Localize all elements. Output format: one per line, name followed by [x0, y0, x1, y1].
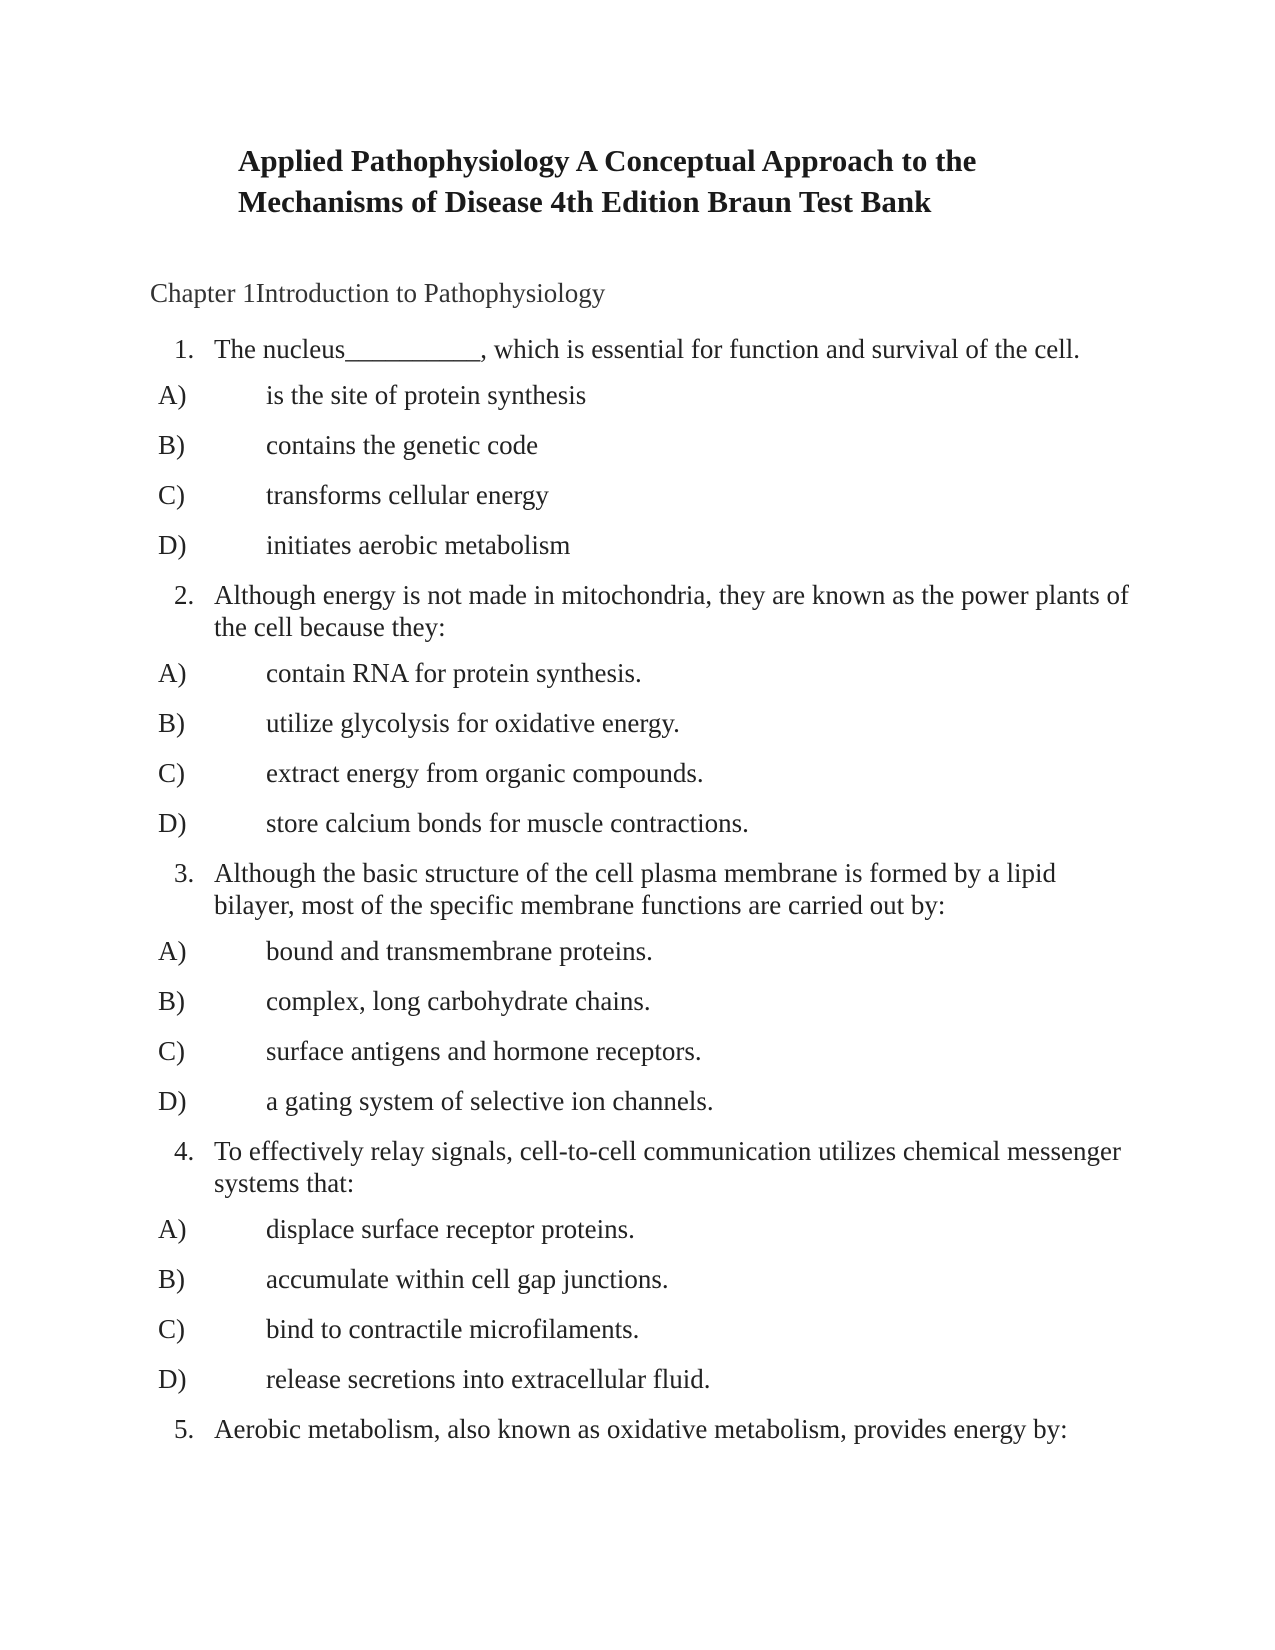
option-letter: A) — [158, 380, 187, 410]
answer-option — [0, 1213, 1275, 1263]
option-text: accumulate within cell gap junctions. — [266, 1264, 669, 1294]
option-letter: A) — [158, 936, 187, 966]
option-letter: C) — [158, 480, 185, 510]
option-letter: B) — [158, 708, 185, 738]
option-text: surface antigens and hormone receptors. — [266, 1036, 702, 1066]
option-text: is the site of protein synthesis — [266, 380, 587, 410]
question-number: 5. — [174, 1414, 195, 1444]
option-letter: A) — [158, 1214, 187, 1244]
option-letter: A) — [158, 658, 187, 688]
answer-option — [0, 1263, 1275, 1313]
question-number: 4. — [174, 1136, 195, 1166]
option-text: utilize glycolysis for oxidative energy. — [266, 708, 680, 738]
option-letter: C) — [158, 758, 185, 788]
answer-option — [0, 1035, 1275, 1085]
title-line-1: Applied Pathophysiology A Conceptual Approach to the — [238, 143, 977, 178]
answer-option — [0, 1363, 1275, 1413]
answer-option — [0, 1085, 1275, 1135]
option-text: a gating system of selective ion channels. — [266, 1086, 714, 1116]
answer-option — [0, 529, 1275, 579]
option-text: bound and transmembrane proteins. — [266, 936, 653, 966]
answer-option — [0, 807, 1275, 857]
option-letter: B) — [158, 1264, 185, 1294]
option-letter: D) — [158, 1086, 187, 1116]
answer-option — [0, 707, 1275, 757]
option-letter: C) — [158, 1314, 185, 1344]
option-text: transforms cellular energy — [266, 480, 549, 510]
question-text: The nucleus__________, which is essential for function and survival of the cell. — [214, 334, 1081, 364]
answer-option — [0, 757, 1275, 807]
question-text: To effectively relay signals, cell-to-cell communication utilizes chemical messenger systems that: — [214, 1136, 1122, 1198]
option-text: extract energy from organic compounds. — [266, 758, 704, 788]
document-title — [238, 140, 1138, 222]
option-text: contains the genetic code — [266, 430, 539, 460]
answer-option — [0, 1313, 1275, 1363]
question-list — [0, 333, 1275, 1459]
question-text: Although energy is not made in mitochondria, they are known as the power plants of the cell because they: — [214, 580, 1130, 642]
option-letter: D) — [158, 1364, 187, 1394]
question — [174, 579, 1134, 643]
title-line-2: Mechanisms of Disease 4th Edition Braun Test Bank — [238, 184, 932, 219]
question — [174, 333, 1134, 365]
answer-option — [0, 985, 1275, 1035]
option-text: release secretions into extracellular fluid. — [266, 1364, 711, 1394]
question-number: 1. — [174, 334, 195, 364]
question-text: Aerobic metabolism, also known as oxidative metabolism, provides energy by: — [214, 1414, 1068, 1444]
question-number: 3. — [174, 858, 195, 888]
question-text: Although the basic structure of the cell plasma membrane is formed by a lipid bilayer, most of the specific membrane functions are carried out by: — [214, 858, 1057, 920]
question — [174, 1413, 1134, 1445]
answer-option — [0, 429, 1275, 479]
option-text: initiates aerobic metabolism — [266, 530, 571, 560]
option-letter: B) — [158, 986, 185, 1016]
option-text: displace surface receptor proteins. — [266, 1214, 635, 1244]
option-text: bind to contractile microfilaments. — [266, 1314, 640, 1344]
answer-option — [0, 657, 1275, 707]
answer-option — [0, 935, 1275, 985]
option-text: store calcium bonds for muscle contractions. — [266, 808, 749, 838]
answer-option — [0, 379, 1275, 429]
option-letter: B) — [158, 430, 185, 460]
chapter-heading: Chapter 1Introduction to Pathophysiology — [150, 278, 606, 308]
option-text: contain RNA for protein synthesis. — [266, 658, 642, 688]
option-letter: D) — [158, 808, 187, 838]
option-letter: C) — [158, 1036, 185, 1066]
question-number: 2. — [174, 580, 195, 610]
question — [174, 857, 1134, 921]
option-letter: D) — [158, 530, 187, 560]
answer-option — [0, 479, 1275, 529]
option-text: complex, long carbohydrate chains. — [266, 986, 651, 1016]
question — [174, 1135, 1134, 1199]
